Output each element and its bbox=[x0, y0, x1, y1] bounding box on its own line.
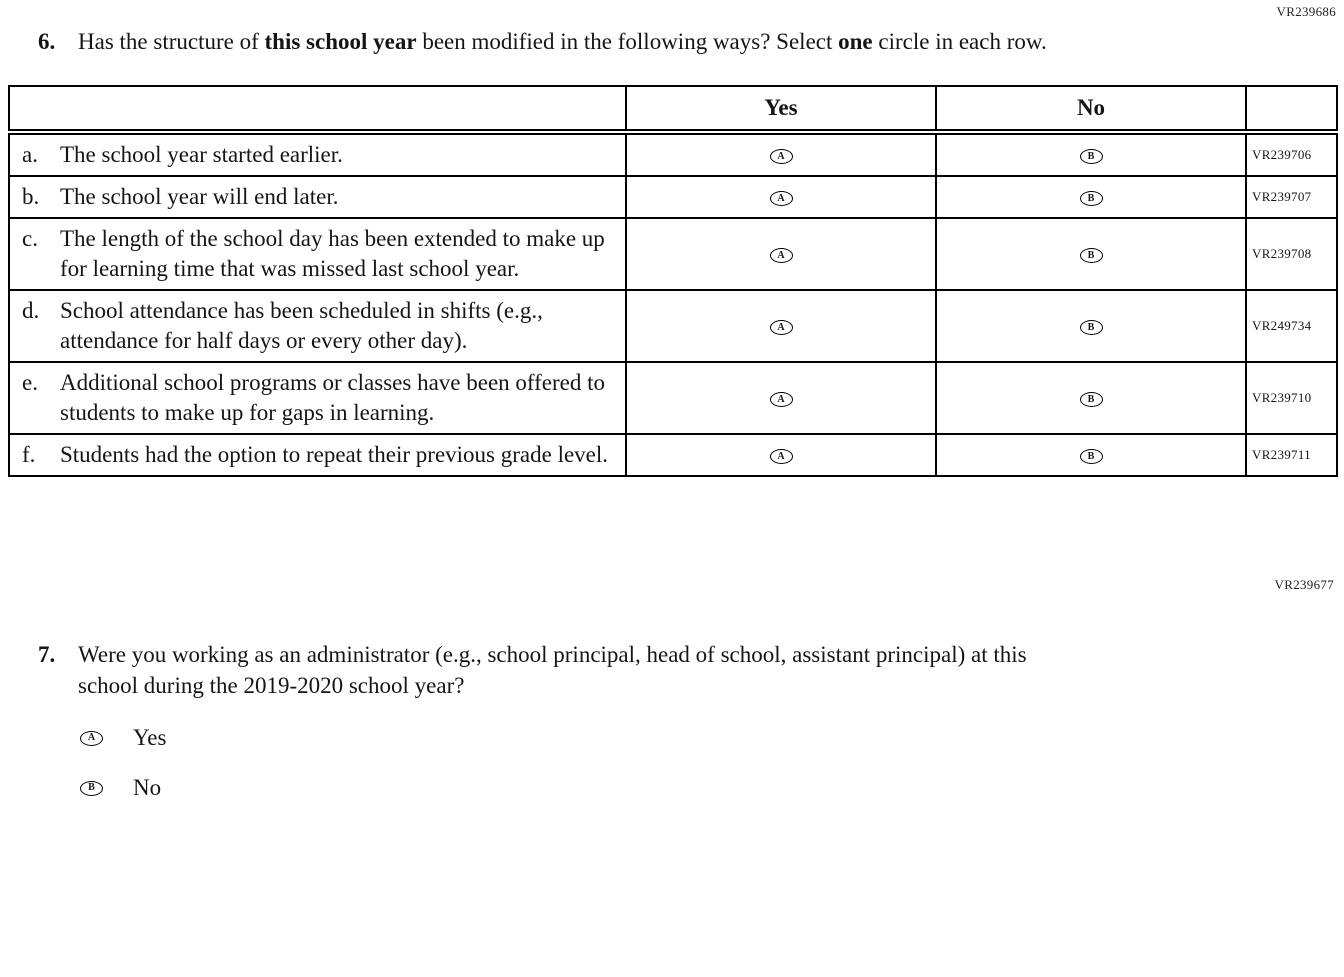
statement-cell bbox=[9, 362, 626, 434]
table-row bbox=[9, 290, 1337, 362]
yes-option-circle[interactable]: A bbox=[770, 191, 793, 206]
statement-cell bbox=[9, 176, 626, 218]
statement-text: The length of the school day has been extended to make up for learning time that was missed last school year. bbox=[60, 226, 605, 281]
statement-letter: c. bbox=[22, 226, 38, 251]
no-cell bbox=[936, 362, 1246, 434]
statement-cell bbox=[9, 218, 626, 290]
vr-code: VR239708 bbox=[1246, 218, 1337, 290]
statement-letter: a. bbox=[22, 142, 38, 167]
no-option-circle[interactable]: B bbox=[1080, 191, 1103, 206]
q6-prompt-bold1: this school year bbox=[264, 29, 417, 54]
question-6-number: 6. bbox=[38, 29, 56, 54]
no-cell bbox=[936, 132, 1246, 176]
table-header-row bbox=[9, 86, 1337, 132]
question-6-prompt bbox=[78, 26, 1047, 57]
no-cell bbox=[936, 218, 1246, 290]
vr-code: VR239707 bbox=[1246, 176, 1337, 218]
option-b-circle[interactable]: B bbox=[80, 781, 103, 796]
yes-option-circle[interactable]: A bbox=[770, 320, 793, 335]
no-option-circle[interactable]: B bbox=[1080, 149, 1103, 164]
modification-table bbox=[8, 85, 1338, 477]
statement-text: School attendance has been scheduled in shifts (e.g., attendance for half days or every other day). bbox=[60, 298, 543, 353]
statement-cell bbox=[9, 132, 626, 176]
table-row bbox=[9, 176, 1337, 218]
yes-cell bbox=[626, 290, 936, 362]
statement-text: Students had the option to repeat their previous grade level. bbox=[60, 442, 609, 467]
question-7 bbox=[38, 639, 1344, 701]
statement-letter: b. bbox=[22, 184, 40, 209]
no-cell bbox=[936, 434, 1246, 476]
no-option-circle[interactable]: B bbox=[1080, 248, 1103, 263]
yes-cell bbox=[626, 176, 936, 218]
code-header-empty bbox=[1246, 86, 1337, 132]
q7-option-yes bbox=[80, 725, 1344, 751]
no-cell bbox=[936, 290, 1246, 362]
q7-option-no bbox=[80, 775, 1344, 801]
yes-option-circle[interactable]: A bbox=[770, 392, 793, 407]
question-6 bbox=[38, 26, 1344, 57]
statement-text: Additional school programs or classes have been offered to students to make up for gaps in learning. bbox=[60, 370, 606, 425]
statement-letter: f. bbox=[22, 442, 36, 467]
yes-cell bbox=[626, 132, 936, 176]
q6-prompt-part1: Has the structure of bbox=[78, 29, 265, 54]
option-a-label: Yes bbox=[133, 725, 167, 750]
yes-option-circle[interactable]: A bbox=[770, 449, 793, 464]
vr-code: VR239706 bbox=[1246, 132, 1337, 176]
yes-column-header: Yes bbox=[626, 86, 936, 132]
yes-cell bbox=[626, 218, 936, 290]
statement-text: The school year will end later. bbox=[60, 184, 339, 209]
statement-letter: d. bbox=[22, 298, 40, 323]
form-code-mid: VR239677 bbox=[1274, 577, 1334, 592]
q6-prompt-part3: circle in each row. bbox=[872, 29, 1047, 54]
no-column-header: No bbox=[936, 86, 1246, 132]
yes-option-circle[interactable]: A bbox=[770, 149, 793, 164]
statement-letter: e. bbox=[22, 370, 38, 395]
no-option-circle[interactable]: B bbox=[1080, 392, 1103, 407]
vr-code: VR239711 bbox=[1246, 434, 1337, 476]
vr-code: VR239710 bbox=[1246, 362, 1337, 434]
no-option-circle[interactable]: B bbox=[1080, 320, 1103, 335]
yes-cell bbox=[626, 434, 936, 476]
table-row bbox=[9, 132, 1337, 176]
question-7-number: 7. bbox=[38, 642, 56, 667]
form-code-top: VR239686 bbox=[1276, 4, 1336, 19]
vr-code: VR249734 bbox=[1246, 290, 1337, 362]
statement-cell bbox=[9, 434, 626, 476]
yes-cell bbox=[626, 362, 936, 434]
table-row bbox=[9, 218, 1337, 290]
no-cell bbox=[936, 176, 1246, 218]
yes-option-circle[interactable]: A bbox=[770, 248, 793, 263]
option-b-label: No bbox=[133, 775, 162, 800]
statement-header-empty bbox=[9, 86, 626, 132]
statement-text: The school year started earlier. bbox=[60, 142, 343, 167]
q6-prompt-bold2: one bbox=[838, 29, 873, 54]
no-option-circle[interactable]: B bbox=[1080, 449, 1103, 464]
option-a-circle[interactable]: A bbox=[80, 731, 103, 746]
statement-cell bbox=[9, 290, 626, 362]
table-row bbox=[9, 362, 1337, 434]
question-7-prompt: Were you working as an administrator (e.g., school principal, head of school, assistant principal) at this school during the 2019-2020 school year? bbox=[78, 642, 1027, 698]
q6-prompt-part2: been modified in the following ways? Select bbox=[416, 29, 839, 54]
table-row bbox=[9, 434, 1337, 476]
